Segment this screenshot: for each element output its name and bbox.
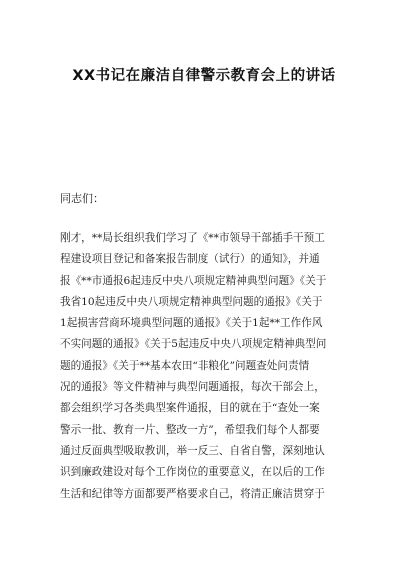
body-line: 警示一批、教育一片、整改一方”，希望我们每个人都要	[60, 423, 320, 436]
body-line: 生活和纪律等方面都要严格要求自己，将清正廉洁贯穿于	[60, 487, 325, 500]
body-line: 题的通报》《关于**基本农田“非粮化”问题查处问责情	[60, 359, 310, 372]
body-line: 不实问题的通报》《关于5起违反中央八项规定精神典型问	[60, 338, 327, 351]
body-line: 都会组织学习各类典型案件通报，目的就在于“查处一案	[60, 402, 320, 415]
body-line: 刚才，**局长组织我们学习了《**市领导干部插手干预工	[60, 232, 325, 244]
body-line: 我省10起违反中央八项规定精神典型问题的通报》《关于	[60, 295, 323, 308]
body-line: 程建设项目登记和备案报告制度（试行）的通知》，并通	[60, 253, 320, 266]
document-title: XX书记在廉洁自律警示教育会上的讲话	[72, 68, 336, 84]
body-paragraph	[60, 228, 350, 505]
body-line: 报《**市通报6起违反中央八项规定精神典型问题》《关于	[60, 274, 327, 287]
body-line: 通过反面典型吸取教训，举一反三、自省自警，深刻地认	[60, 444, 325, 457]
salutation: 同志们：	[60, 192, 104, 205]
body-line: 况的通报》等文件精神与典型问题通报，每次干部会上，	[60, 381, 325, 394]
body-line: 1起损害营商环境典型问题的通报》《关于1起**工作作风	[60, 317, 323, 330]
body-line: 识到廉政建设对每个工作岗位的重要意义，在以后的工作	[60, 466, 325, 479]
